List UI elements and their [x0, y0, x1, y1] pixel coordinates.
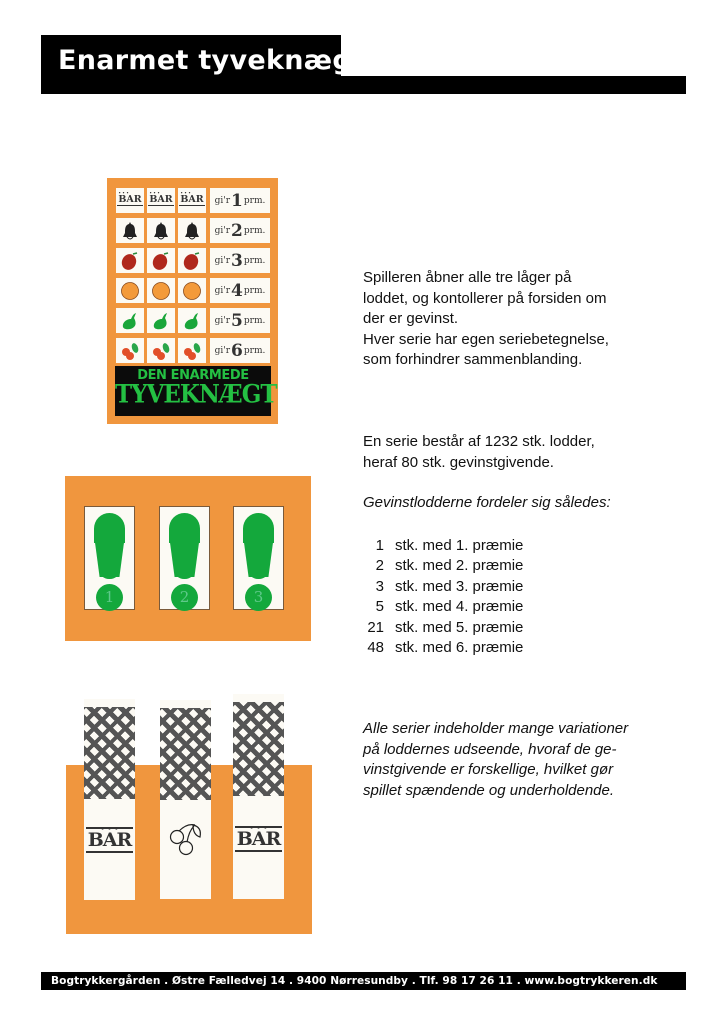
- list-item: [363, 638, 523, 658]
- prize-number: 1: [231, 190, 243, 211]
- door-number: 3: [245, 584, 272, 611]
- text-line: på loddernes udseende, hvoraf de ge-: [363, 740, 617, 758]
- list-item: [363, 597, 523, 617]
- list-item: [363, 536, 523, 556]
- description-paragraph: [363, 268, 663, 371]
- prize-count: 48: [367, 639, 384, 657]
- bar-symbol-icon: [178, 188, 206, 213]
- bell-icon: [178, 218, 206, 243]
- exclamation-stem-end: [248, 569, 269, 579]
- prize-prefix: gi'r: [214, 255, 231, 266]
- bar-symbol-icon: [147, 188, 175, 213]
- prize-text: stk. med 5. præmie: [395, 618, 524, 636]
- text-line: der er gevinst.: [363, 310, 459, 328]
- door-number: 2: [171, 584, 198, 611]
- prize-text: stk. med 4. præmie: [395, 598, 524, 616]
- door-2: [159, 506, 210, 610]
- prize-number: 2: [231, 220, 243, 241]
- banner-line1: DEN ENARMEDE: [137, 368, 249, 383]
- plum-icon: [178, 248, 206, 273]
- ticket-doors-image: [65, 476, 311, 641]
- variations-paragraph: [363, 719, 663, 801]
- prize-count: 1: [375, 537, 384, 554]
- opened-strip-1: [84, 699, 135, 900]
- cherries-icon: [178, 338, 206, 363]
- prize-suffix: prm.: [243, 225, 266, 236]
- text-line: Hver serie har egen seriebetegnelse,: [363, 330, 609, 348]
- bar-symbol-icon: [116, 188, 144, 213]
- ticket-banner: [115, 366, 277, 416]
- list-item: [363, 577, 523, 597]
- cherries-icon: [116, 338, 144, 363]
- bell-icon: [147, 218, 175, 243]
- prize-label-3: [210, 248, 270, 273]
- orange-icon: [116, 278, 144, 303]
- prize-label-6: [210, 338, 270, 363]
- prize-distribution-list: [363, 536, 523, 658]
- page-title: Enarmet tyveknægt: [58, 45, 366, 76]
- prize-suffix: prm.: [243, 345, 266, 356]
- bar-label: • • • BAR: [86, 827, 134, 853]
- opened-strip-2: [160, 700, 211, 899]
- prize-prefix: gi'r: [214, 195, 231, 206]
- pattern-back: [160, 708, 211, 800]
- bar-label: • • • BAR: [117, 195, 142, 206]
- banner-line2: TYVEKNÆGT: [115, 379, 277, 410]
- plum-icon: [147, 248, 175, 273]
- prize-number: 4: [231, 280, 243, 301]
- prize-prefix: gi'r: [214, 285, 231, 296]
- footer-contact: Bogtrykkergården . Østre Fælledvej 14 . 9400 Nørresundby . Tlf. 98 17 26 11 . www.bogtrykkeren.dk: [41, 972, 686, 990]
- prize-label-4: [210, 278, 270, 303]
- plum-icon: [116, 248, 144, 273]
- door-1: [84, 506, 135, 610]
- text-line: heraf 80 stk. gevinstgivende.: [363, 453, 554, 471]
- prize-label-1: [210, 188, 270, 213]
- prize-count: 2: [375, 557, 384, 575]
- prize-prefix: gi'r: [214, 315, 231, 326]
- bar-symbol-icon: [84, 817, 135, 863]
- prize-prefix: gi'r: [214, 345, 231, 356]
- text-line: loddet, og kontollerer på forsiden om: [363, 289, 607, 307]
- prize-text: stk. med 2. præmie: [395, 557, 524, 575]
- prize-suffix: prm.: [243, 255, 266, 266]
- text-line: spillet spændende og underholdende.: [363, 781, 615, 799]
- prize-count: 3: [375, 577, 384, 595]
- bar-label: • • • BAR: [235, 826, 283, 852]
- text-line: Spilleren åbner alle tre låger på: [363, 269, 572, 286]
- series-paragraph: [363, 432, 663, 473]
- door-3: [233, 506, 284, 610]
- prize-text: stk. med 1. præmie: [395, 537, 524, 554]
- text-line: som forhindrer sammenblanding.: [363, 351, 583, 369]
- exclamation-stem-end: [99, 569, 120, 579]
- pear-icon: [178, 308, 206, 333]
- bar-label: • • • BAR: [179, 195, 204, 206]
- prize-number: 5: [231, 310, 243, 331]
- prize-count: 21: [367, 618, 384, 636]
- pear-icon: [147, 308, 175, 333]
- prize-suffix: prm.: [243, 285, 266, 296]
- prize-text: stk. med 6. præmie: [395, 639, 524, 657]
- cherries-outline-icon: [160, 814, 211, 864]
- pear-icon: [116, 308, 144, 333]
- door-number: 1: [96, 584, 123, 611]
- orange-icon: [147, 278, 175, 303]
- prize-text: stk. med 3. præmie: [395, 577, 524, 595]
- text-line: Alle serier indeholder mange variationer: [363, 720, 629, 737]
- prize-label-5: [210, 308, 270, 333]
- text-line: En serie består af 1232 stk. lodder,: [363, 433, 595, 450]
- prize-number: 3: [231, 250, 243, 271]
- cherries-icon: [147, 338, 175, 363]
- exclamation-stem-end: [174, 569, 195, 579]
- distribution-heading: Gevinstlodderne fordeler sig således:: [363, 494, 611, 511]
- bar-label: • • • BAR: [148, 195, 173, 206]
- prize-count: 5: [375, 598, 384, 616]
- pattern-back: [84, 707, 135, 799]
- ticket-front-image: [107, 178, 278, 424]
- bar-symbol-icon: [233, 816, 284, 862]
- text-line: vinstgivende er forskellige, hvilket gør: [363, 761, 614, 779]
- pattern-back: [233, 702, 284, 796]
- orange-icon: [178, 278, 206, 303]
- prize-prefix: gi'r: [214, 225, 231, 236]
- bell-icon: [116, 218, 144, 243]
- list-item: [363, 556, 523, 576]
- prize-number: 6: [231, 340, 243, 361]
- prize-suffix: prm.: [243, 195, 266, 206]
- title-rule: [41, 76, 686, 94]
- prize-label-2: [210, 218, 270, 243]
- prize-suffix: prm.: [243, 315, 266, 326]
- list-item: [363, 618, 523, 638]
- opened-strip-3: [233, 694, 284, 899]
